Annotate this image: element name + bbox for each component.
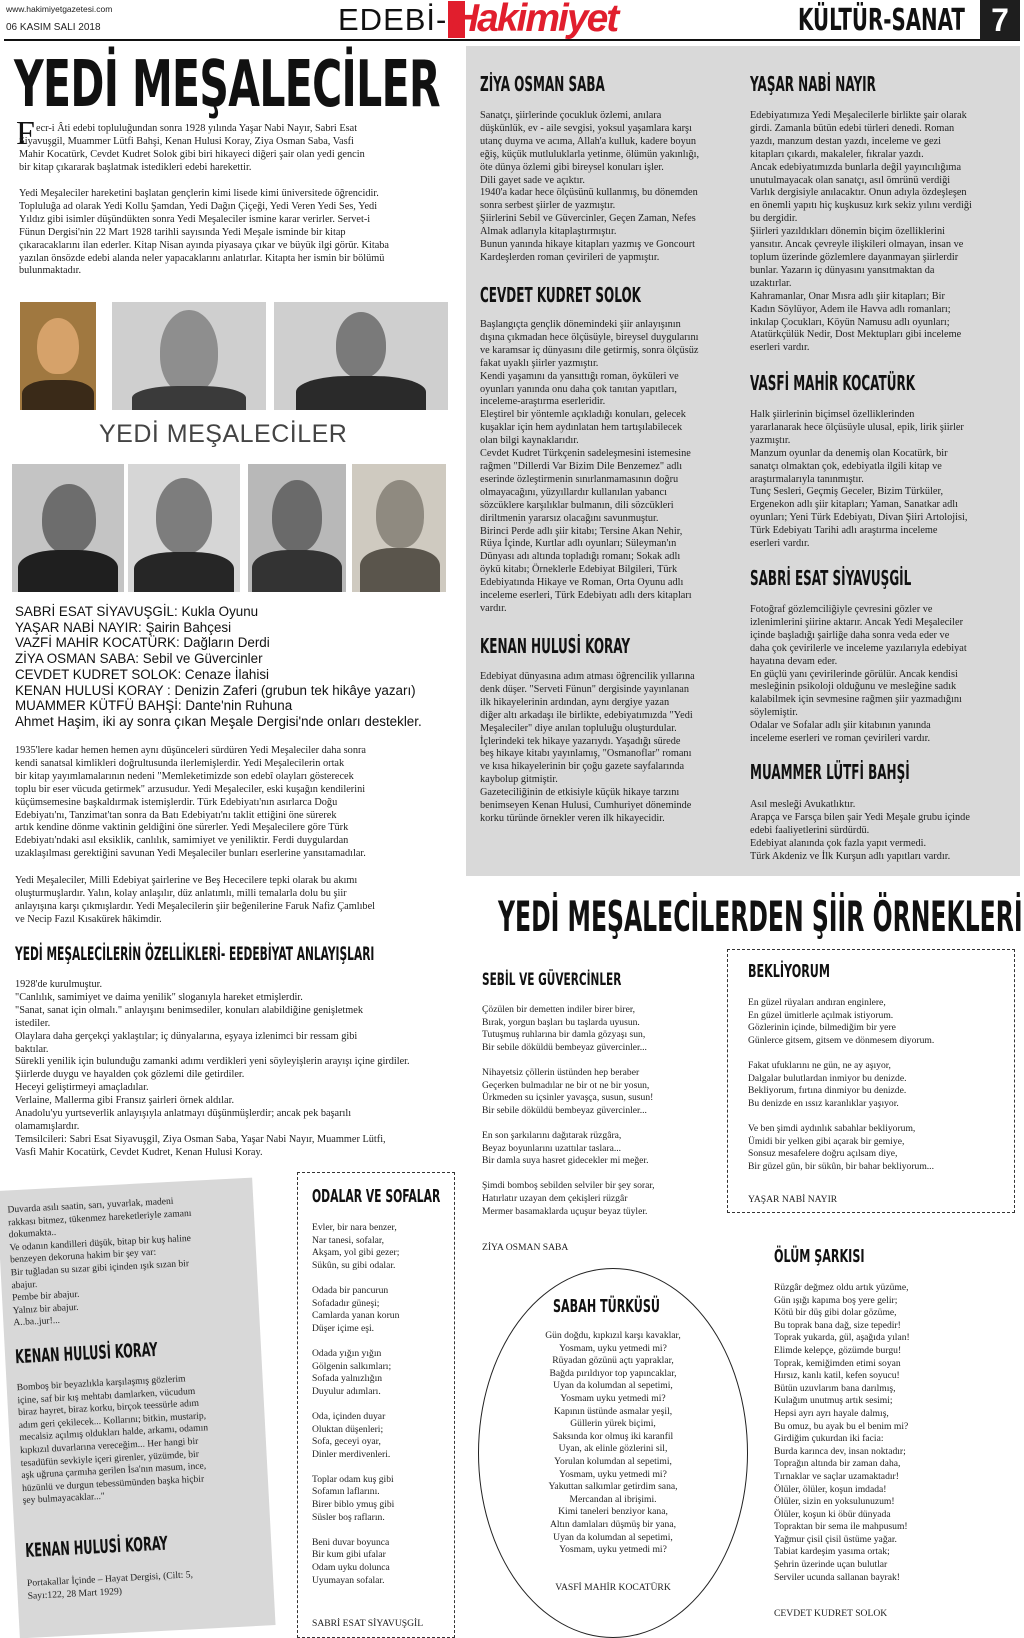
kenan-heading-2: KENAN HULUSİ KORAY — [24, 1532, 169, 1562]
kenan-poem: Duvarda asılı saatin, sarı, yuvarlak, madeni rakkası bitmez, tükenmez hareketleriyle zamanı dokumakta.. Ve odanın kandilleri düşük, bitap bir kuş haline benzeyen dekoruna hakim bir şey var: Bir tuğladan su sızar gibi içinden ışık sızan bir abajur. Pembe bir abajur. Yalnız bir abajur. A..ba..jur!... — [7, 1195, 192, 1329]
portrait-photo-1 — [20, 302, 96, 410]
dropcap: F — [16, 115, 35, 152]
masthead-edebi: EDEBİ- — [338, 2, 448, 37]
bio-heading-kenan: KENAN HULUSİ KORAY — [480, 634, 631, 658]
poem-olum: Rüzgâr değmez oldu artık yüzüme, Gün ışığı kapıma boş yere gelir; Kötü bir düş gibi dolar gözüme, Bu toprak bana dağ, size tepedir! Toprak yukarda, gül, aşağıda yılan! Elimde kelepçe, gözümde burgu! Toprak, kemiğimden etimi soyan Hırsız, kanlı katil, kefen soyucu! Bütün uzuvlarım bana darılmış, Kulağım unutmuş artık sesimi; Hepsi ayrı ayrı hayale dalmış, Bu omuz, bu ayak bu el benim mi? Girdiğim çukurdan iki facia: Burda karınca dev, insan noktadır; Toprağın altında bir zaman daha, Tırnaklar ve saçlar uzamaktadır! Ölüler, ölüler, koşun imdada! Ölüler, sizin en yoksulunuzum! Ölüler, koşun ki öbür dünyada Topraktan bir sema ile mahpusum! Yağmur çisil çisil üstüme yağar. Tabiat kardeşim yasıma ortak; Şehrin üzerinde uçan bulutlar Serviler ucunda sallanan bayrak! — [774, 1282, 910, 1583]
work-item: MUAMMER KÜTFÜ BAHŞİ: Dante'nin Ruhuna — [15, 698, 293, 714]
portrait-photo-6 — [248, 464, 346, 592]
page-number: 7 — [991, 1, 1009, 38]
features-list: 1928'de kurulmuştur. "Canlılık, samimiyet ve daima yenilik" sloganıyla hareket etmişlerdir. "Sanat, sanat için olmalı." anlayışını benimsediler, konuları alabildiğine genişletmek istediler. Olaylara daha gerçekçi yaklaştılar; iç dünyalarına, eşyaya izlenimci bir ressam gibi baktılar. Sürekli yenilik için bulunduğu zamanki adımı verdikleri yeni söyleyişlerin arayışı içine girdiler. Şiirlerde duygu ve hayalden çok gözlemi dile getirdiler. Heceyi geliştirmeyi amaçladılar. Verlaine, Mallerma gibi Fransız şairleri örnek aldılar. Anadolu'yu yurtseverlik anlayışıyla anlatmayı düşünmüşlerdir; ancak pek başarılı olamamışlardır. Temsilcileri: Sabri Esat Siyavuşgil, Ziya Osman Saba, Yaşar Nabi Nayır, Muammer Lütfi, Vasfi Mahir Kocatürk, Cevdet Kudret, Kenan Hulusi Koray. — [15, 979, 410, 1158]
bio-yasar: Edebiyatımıza Yedi Meşalecilerle birlikte şair olarak girdi. Zamanla bütün edebi türleri denedi. Roman yazdı, manzum destan yazdı, inceleme ve gezi kitapları çıkardı, makaleler, fıkralar yazdı. Ancak edebiyatımızda bunlarla değil yayıncılığıma unutulmayacak olan sanatçı, asıl ömrünü verdiği Varlık dergisiyle anılacaktır. Onun adıyla özdeşleşen en önemli yapıtı hiç kuşkusuz kırk sekiz yılını verdiği bu dergidir. Şiirleri yazıldıkları dönemin biçim özelliklerini yansıtır. Ancak çevreyle ilişkileri olmayan, insan ve toplum üzerinde gözlemlere dayanmayan şiirlerdir bunlar. Yazarın iç dünyasını yansıtmaktan da uzaktırlar. Kahramanlar, Onar Mısra adlı şiir kitapları; Bir Kadın Söylüyor, Adem ile Havva adlı romanları; inkılap Çocukları, Köyün Namusu adlı oyunları; Atatürkçülük Nedir, Dost Mektupları gibi inceleme eserleri vardır. — [750, 110, 972, 354]
kenan-heading-1: KENAN HULUSİ KORAY — [14, 1338, 159, 1369]
kenan-prose: Bomboş bir beyazlıkla karşılaşmış gözlerim içine, saf bir kış mehtabı damlarken, vücudum biraz hayret, biraz korku, birçok teessürle adım adım geri çekilecek... Kollarını; bitkin, mustarip, mecalsiz açılmış oldukları halde, arkamı, odamın kıpkızıl duvarlarına vereceğim... Her hangi bir tesadüfün sevkiyle içeri girenler, yüzümde, bir aşk uğruna çarmıha gerilen İsa'nın masum, ince, hüzünlü ve durgun tebessümünden başka hiçbir şey bulmayacaklar..." — [16, 1373, 209, 1507]
work-item: YAŞAR NABİ NAYIR: Şairin Bahçesi — [15, 619, 232, 635]
portrait-photo-4 — [12, 464, 124, 592]
portrait-photo-2 — [112, 302, 266, 410]
bio-ziya: Sanatçı, şiirlerinde çocukluk özlemi, anılara düşkünlük, ev - aile sevgisi, yoksul yaşamlara karşı utanç duyma ve acıma, Allah'a kulluk, kadere boyun eğiş, küçük mutluluklarla yetinme, ölümün yakınlığı, öte dünya özlemi gibi bireysel konuları işler. Dili gayet sade ve açıktır. 1940'a kadar hece ölçüsünü kullanmış, bu dönemden sonra serbest şiirler de yazmıştır. Şiirlerini Sebil ve Güvercinler, Geçen Zaman, Nefes Almak adlarıyla kitaplaştırmıştır. Bunun yanında hikaye kitapları yazmış ve Goncourt Kardeşlerden roman çevirileri de yapmıştır. — [480, 110, 700, 263]
masthead-url[interactable]: www.hakimiyetgazetesi.com — [6, 4, 113, 14]
portrait-photo-7 — [352, 464, 446, 592]
body-paragraph-2: Yedi Meşaleciler, Milli Edebiyat şairlerine ve Beş Hececilere tepki olarak bu akımı oluşturmuşlardır. Yalın, kolay anlaşılır, düz anlatımlı, milli temalarla dolu bu şiir anlayışına karşı çıkmışlardır. Yedi Meşalecilerin şiir beğenilerine Faruk Nafiz Çamlıbel ve Necip Fazıl Kısakürek hâkimdir. — [15, 875, 376, 925]
poem-title-sebil: SEBİL VE GÜVERCİNLER — [482, 970, 622, 990]
work-item: CEVDET KUDRET SOLOK: Cenaze İlahisi — [15, 666, 270, 682]
features-heading: YEDİ MEŞALECİLERİN ÖZELLİKLERİ- EEDEBİYAT ANLAYIŞLARI — [15, 943, 375, 965]
poem-sabah-author: VASFİ MAHİR KOCATÜRK — [555, 1582, 671, 1593]
bio-heading-ziya: ZİYA OSMAN SABA — [480, 72, 605, 96]
poem-title-sabah: SABAH TÜRKÜSÜ — [553, 1296, 660, 1317]
masthead-date: 06 KASIM SALI 2018 — [6, 22, 101, 33]
work-item: ZİYA OSMAN SABA: Sebil ve Güvercinler — [15, 651, 263, 667]
poem-odalar: Evler, bir nara benzer, Nar tanesi, sofalar, Akşam, yol gibi gezer; Sükûn, su gibi odalar. Odada bir pancurun Sofadadır güneşi; Camlarda yanan korun Düşer içime eşi. Odada yığın yığın Gölgenin salkımları; Sofada yalnızlığın Duyulur adımları. Oda, içinden duyar Oluktan düşenleri; Sofa, geceyi oyar, Dinler merdivenleri. Toplar odam kuş gibi Sofamın laflarını. Birer biblo ymuş gibi Süsler boş rafların. Beni duvar boyunca Bir kum gibi ufalar Odam uyku dolunca Uyumayan sofalar. — [312, 1222, 400, 1586]
work-item: Ahmet Haşim, iki ay sonra çıkan Meşale Dergisi'nde onları destekler. — [15, 713, 422, 729]
poem-title-olum: ÖLÜM ŞARKISI — [774, 1246, 865, 1267]
poem-bekliyorum-author: YAŞAR NABİ NAYIR — [748, 1194, 838, 1205]
works-list — [15, 604, 422, 730]
hakimiyet-logo — [448, 0, 631, 40]
work-item: KENAN HULUSİ KORAY : Denizin Zaferi (grubun tek hikâye yazarı) — [15, 682, 416, 698]
intro-paragraph-2: Yedi Meşaleciler hareketini başlatan gençlerin kimi lisede kimi üniversitede öğrencidir. Topluluğa ad olarak Yedi Kollu Şamdan, Yedi Dağın Çiçeği, Yedi Veren Yedi Ses, Yedi Yıldız gibi isimler düşündükten sonra Yedi Meşaleciler ismine karar verirler. Servet-i Fünun Dergisi'nin 22 Mart 1928 tarihli sayısında Yedi Meşale isminde bir kitap çıkaracaklarını ilan ederler. Kitap Nisan ayında piyasaya çıkar ve büyük ilgi görür. Kitaba yazılan önsözde edebi alanda neler yapacaklarını anlatırlar. Kitapta her ismin bir bölümü bulunmaktadır. — [19, 188, 389, 277]
logo-text: Hakimiyet — [451, 0, 618, 40]
body-paragraph-1: 1935'lere kadar hemen hemen aynı düşünceleri sürdüren Yedi Meşaleciler daha sonra kendi sanatsal kimlikleri doğrultusunda ilerlemişlerdir. Yedi Meşalecilerin ortak bir kitap yayımlamalarının nedeni "Memleketimizde son edebî olayları gösterecek toplu bir eser vücuda getirmek" arzusudur. Yedi Meşaleciler, eski kuşağın kendilerini küçümsemesine başkaldırmak istemişlerdir. Türk Edebiyatı'nın asırlarca Doğu Edebiyatı'nı, Tanzimat'tan sonra da Batı Edebiyatı'nı taklit ettiğini öne sürerek artık kendine dönme vaktinin geldiğini öne sürerler. Yedi Meşalecilere göre Türk Edebiyatı'ndaki asıl eksiklik, canlılık, samimiyet ve yeniliktir. Ferdi duygulardan uzaklaşılması gerektiğini savunan Yedi Meşaleciler bunları eserlerine yansıtamadılar. — [15, 745, 366, 860]
work-item: SABRİ ESAT SİYAVUŞGİL: Kukla Oyunu — [15, 604, 259, 619]
bio-heading-sabri: SABRİ ESAT SİYAVUŞGİL — [750, 566, 912, 590]
poem-odalar-author: SABRİ ESAT SİYAVUŞGİL — [312, 1618, 424, 1629]
bio-kenan: Edebiyat dünyasına adım atması öğrencilik yıllarına denk düşer. "Serveti Fünun" dergisinde yayınlanan ilk hikayelerinin ardından, aynı dergiye yazan diğer altı arkadaşı ile birlikte, edebiyatımızda "Yedi Meşaleciler" diye anılan topluluğu oluşturdular. İçlerindeki tek hikaye yazarıydı. Yaşadığı sürede beş hikaye kitabı yayınlamış, "Osmanoflar" romanı ve kısa hikayelerinin bir çoğu gazete sayfalarında kaybolup gitmiştir. Gazeteciliğinin de etkisiyle küçük hikaye tarzını benimseyen Kenan Hulusi, Cumhuriyet döneminde korku türünde örnekler veren ilk hikayecidir. — [480, 671, 695, 824]
poem-sebil-author: ZİYA OSMAN SABA — [482, 1242, 569, 1253]
section-label: KÜLTÜR-SANAT — [798, 3, 965, 38]
poem-olum-author: CEVDET KUDRET SOLOK — [774, 1608, 888, 1619]
poem-title-bekliyorum: BEKLİYORUM — [748, 961, 830, 982]
bio-heading-cevdet: CEVDET KUDRET SOLOK — [480, 283, 641, 307]
poem-sebil: Çözülen bir demetten indiler birer birer, Bırak, yorgun başları bu taşlarda uyusun. Tutuşmuş ruhlarına bir damla gözyaşı sun, Bir sebile döküldü bembeyaz güvercinler... Nihayetsiz çöllerin üstünden hep beraber Geçerken bulmadılar ne bir ot ne bir yosun, Ürkmeden su içsinler yavaşça, susun, susun! Bir sebile döküldü bembeyaz güvercinler... En son şarkılarını dağıtarak rüzgâra, Beyaz boyunlarını uzattılar taslara... Bir damla suya hasret gidecekler mi meğer. Şimdi bomboş sebilden selviler bir şey sorar, Hatırlatır uzayan dem çekişleri rüzgâr Mermer basamaklarda uçuşur beyaz tüyler. — [482, 1004, 655, 1217]
portrait-photo-5 — [128, 464, 240, 592]
bio-heading-vasfi: VASFİ MAHİR KOCATÜRK — [750, 371, 915, 395]
poem-title-odalar: ODALAR VE SOFALAR — [312, 1186, 441, 1207]
kenan-source: Portakallar İçinde – Hayat Dergisi, (Cilt: 5, Sayı:122, 28 Mart 1929) — [26, 1569, 194, 1602]
bio-cevdet: Başlangıçta gençlik dönemindeki şiir anlayışının dışına çıkmadan hece ölçüsüyle, bireysel duygularını ve karamsar iç dünyasını dile getirmiş, sonra ölçüsüz fakat uyaklı şiirler yazmıştır. Kendi yaşamını da yansıttığı roman, öyküleri ve oyunları yanında onu daha çok tanıtan yapıtları, inceleme-araştırma eserleridir. Eleştirel bir yöntemle açıkladığı konuları, gelecek kuşaklar için hem aydınlatan hem tartışılabilecek olan bilgi kaynaklarıdır. Cevdet Kudret Türkçenin sadeleşmesini istemesine rağmen "Dillerdi Var Bizim Dile Benzemez" adlı eserinde özleştirmenin sınırlanmamasının doğru olmayacağını, yüzyıllardır kullanılan yabancı sözcüklere karşılıklar bulmanın, dili sözcükleri diriltmenin yararsız olacağını savunmuştur. Birinci Perde adlı şiir kitabı; Tersine Akan Nehir, Rüya İçinde, Kurtlar adlı oyunları; Süleyman'ın Dünyası adı altında topladığı romanı; Sokak adlı öykü kitabı; Örneklerle Edebiyat Bilgileri, Türk Edebiyatında Hikaye ve Roman, Orta Oyunu adlı inceleme eserleri, Türk Edebiyatı adlı ders kitapları vardır. — [480, 319, 699, 614]
bio-heading-yasar: YAŞAR NABİ NAYIR — [750, 72, 876, 96]
page-number-box — [980, 0, 1020, 40]
poem-bekliyorum: En güzel rüyaları andıran enginlere, En güzel ümitlerle açılmak istiyorum. Gözlerinin içinde, bilmediğim bir yere Günlerce gitsem, gitsem ve dönmesem diyorum. Fakat ufuklarını ne gün, ne ay aşıyor, Dalgalar bulutlardan inmiyor bu denizde. Bekliyorum, fırtına dinmiyor bu denizde. Bu denizde en ıssız karanlıklar yaşıyor. Ve ben şimdi aydınlık sabahlar bekliyorum, Ümidi bir yelken gibi açarak bir gemiye, Sonsuz mesafelere doğru açılsam diye, Bir güzel gün, bir sükûn, bir bahar bekliyorum... — [748, 997, 935, 1172]
poem-sabah: Gün doğdu, kıpkızıl karşı kavaklar, Yosmam, uyku yetmedi mi? Rüyadan gözünü açtı yapraklar, Bağda pırıldıyor top yapıncaklar, Uyan da kolumdan al sepetimi, Yosmam uyku yetmedi mi? Kapının üstünde asmalar yeşil, Güllerin yürek biçimi, Saksında kor olmuş iki karanfil Uyan, ak elinle gözlerini sil, Yorulan kolumdan al sepetimi, Yosmam, uyku yetmedi mi? Yakuttan salkımlar getirdim sana, Mercandan al ibrişimi. Kimi taneleri benziyor kana, Altın damlaları düşmüş bir yana, Uyan da kolumdan al sepetimi, Yosmam, uyku yetmedi mi? — [545, 1330, 681, 1556]
bio-heading-muammer: MUAMMER LÜTFİ BAHŞİ — [750, 760, 910, 784]
bio-vasfi: Halk şiirlerinin biçimsel özelliklerinden yararlanarak hece ölçüsüyle ulusal, epik, lirik şiirler yazmıştır. Manzum oyunlar da denemiş olan Kocatürk, bir sanatçı olmaktan çok, edebiyatla ilgili kitap ve araştırmalarıyla tanınmıştır. Tunç Sesleri, Geçmiş Geceler, Bizim Türküler, Ergenekon adlı şiir kitapları; Yaman, Sanatkar adlı oyunları; Yeni Türk Edebiyatı, Divan Şiiri Artolojisi, Türk Edebiyatı Tarihi adlı araştırma inceleme eserleri vardır. — [750, 409, 968, 550]
main-title: YEDİ MEŞALECİLER — [14, 48, 440, 122]
kenan-box — [0, 1178, 276, 1638]
portrait-photo-3 — [274, 302, 448, 410]
intro-paragraph-1: ecr-i Âti edebi topluluğundan sonra 1928 yılında Yaşar Nabi Nayır, Sabri Esat Siyavuşgil, Muammer Lütfi Bahşi, Kenan Hulusi Koray, Ziya Osman Saba, Vasfi Mahir Kocatürk, Cevdet Kudret Solok gibi biri hikayeci diğeri şair olan yedi gencin bir kitap çıkararak başlatmak istedikleri edebi harekettir. — [19, 123, 365, 173]
work-item: VAZFİ MAHİR KOCATÜRK: Dağların Derdi — [15, 635, 270, 651]
bio-muammer: Asıl mesleği Avukatlıktır. Arapça ve Farsça bilen şair Yedi Meşale grubu içinde edebi faaliyetlerini sürdürdü. Edebiyat alanında çok fazla yapıt vermedi. Türk Akdeniz ve İlk Kurşun adlı yapıtları vardır. — [750, 799, 970, 862]
photo-caption: YEDİ MEŞALECİLER — [99, 420, 348, 448]
bio-sabri: Fotoğraf gözlemciliğiyle çevresini gözler ve izlenimlerini şiirine aktarır. Ancak Yedi Meşaleciler içinde başladığı şairliğe daha sonra veda eder ve daha çok çevirilerle ve inceleme yazılarıyla edebiyat hayatına devam eder. En güçlü yanı çevirilerinde görülür. Ancak kendisi mesleğinin psikoloji olduğunu ve mesleğine sadık kalabilmek için sevmesine rağmen şiir yazmadığını söylemiştir. Odalar ve Sofalar adlı şiir kitabının yanında inceleme eserleri ve roman çevirileri vardır. — [750, 604, 967, 745]
poems-section-title: YEDİ MEŞALECİLERDEN ŞİİR ÖRNEKLERİ — [498, 892, 1023, 941]
